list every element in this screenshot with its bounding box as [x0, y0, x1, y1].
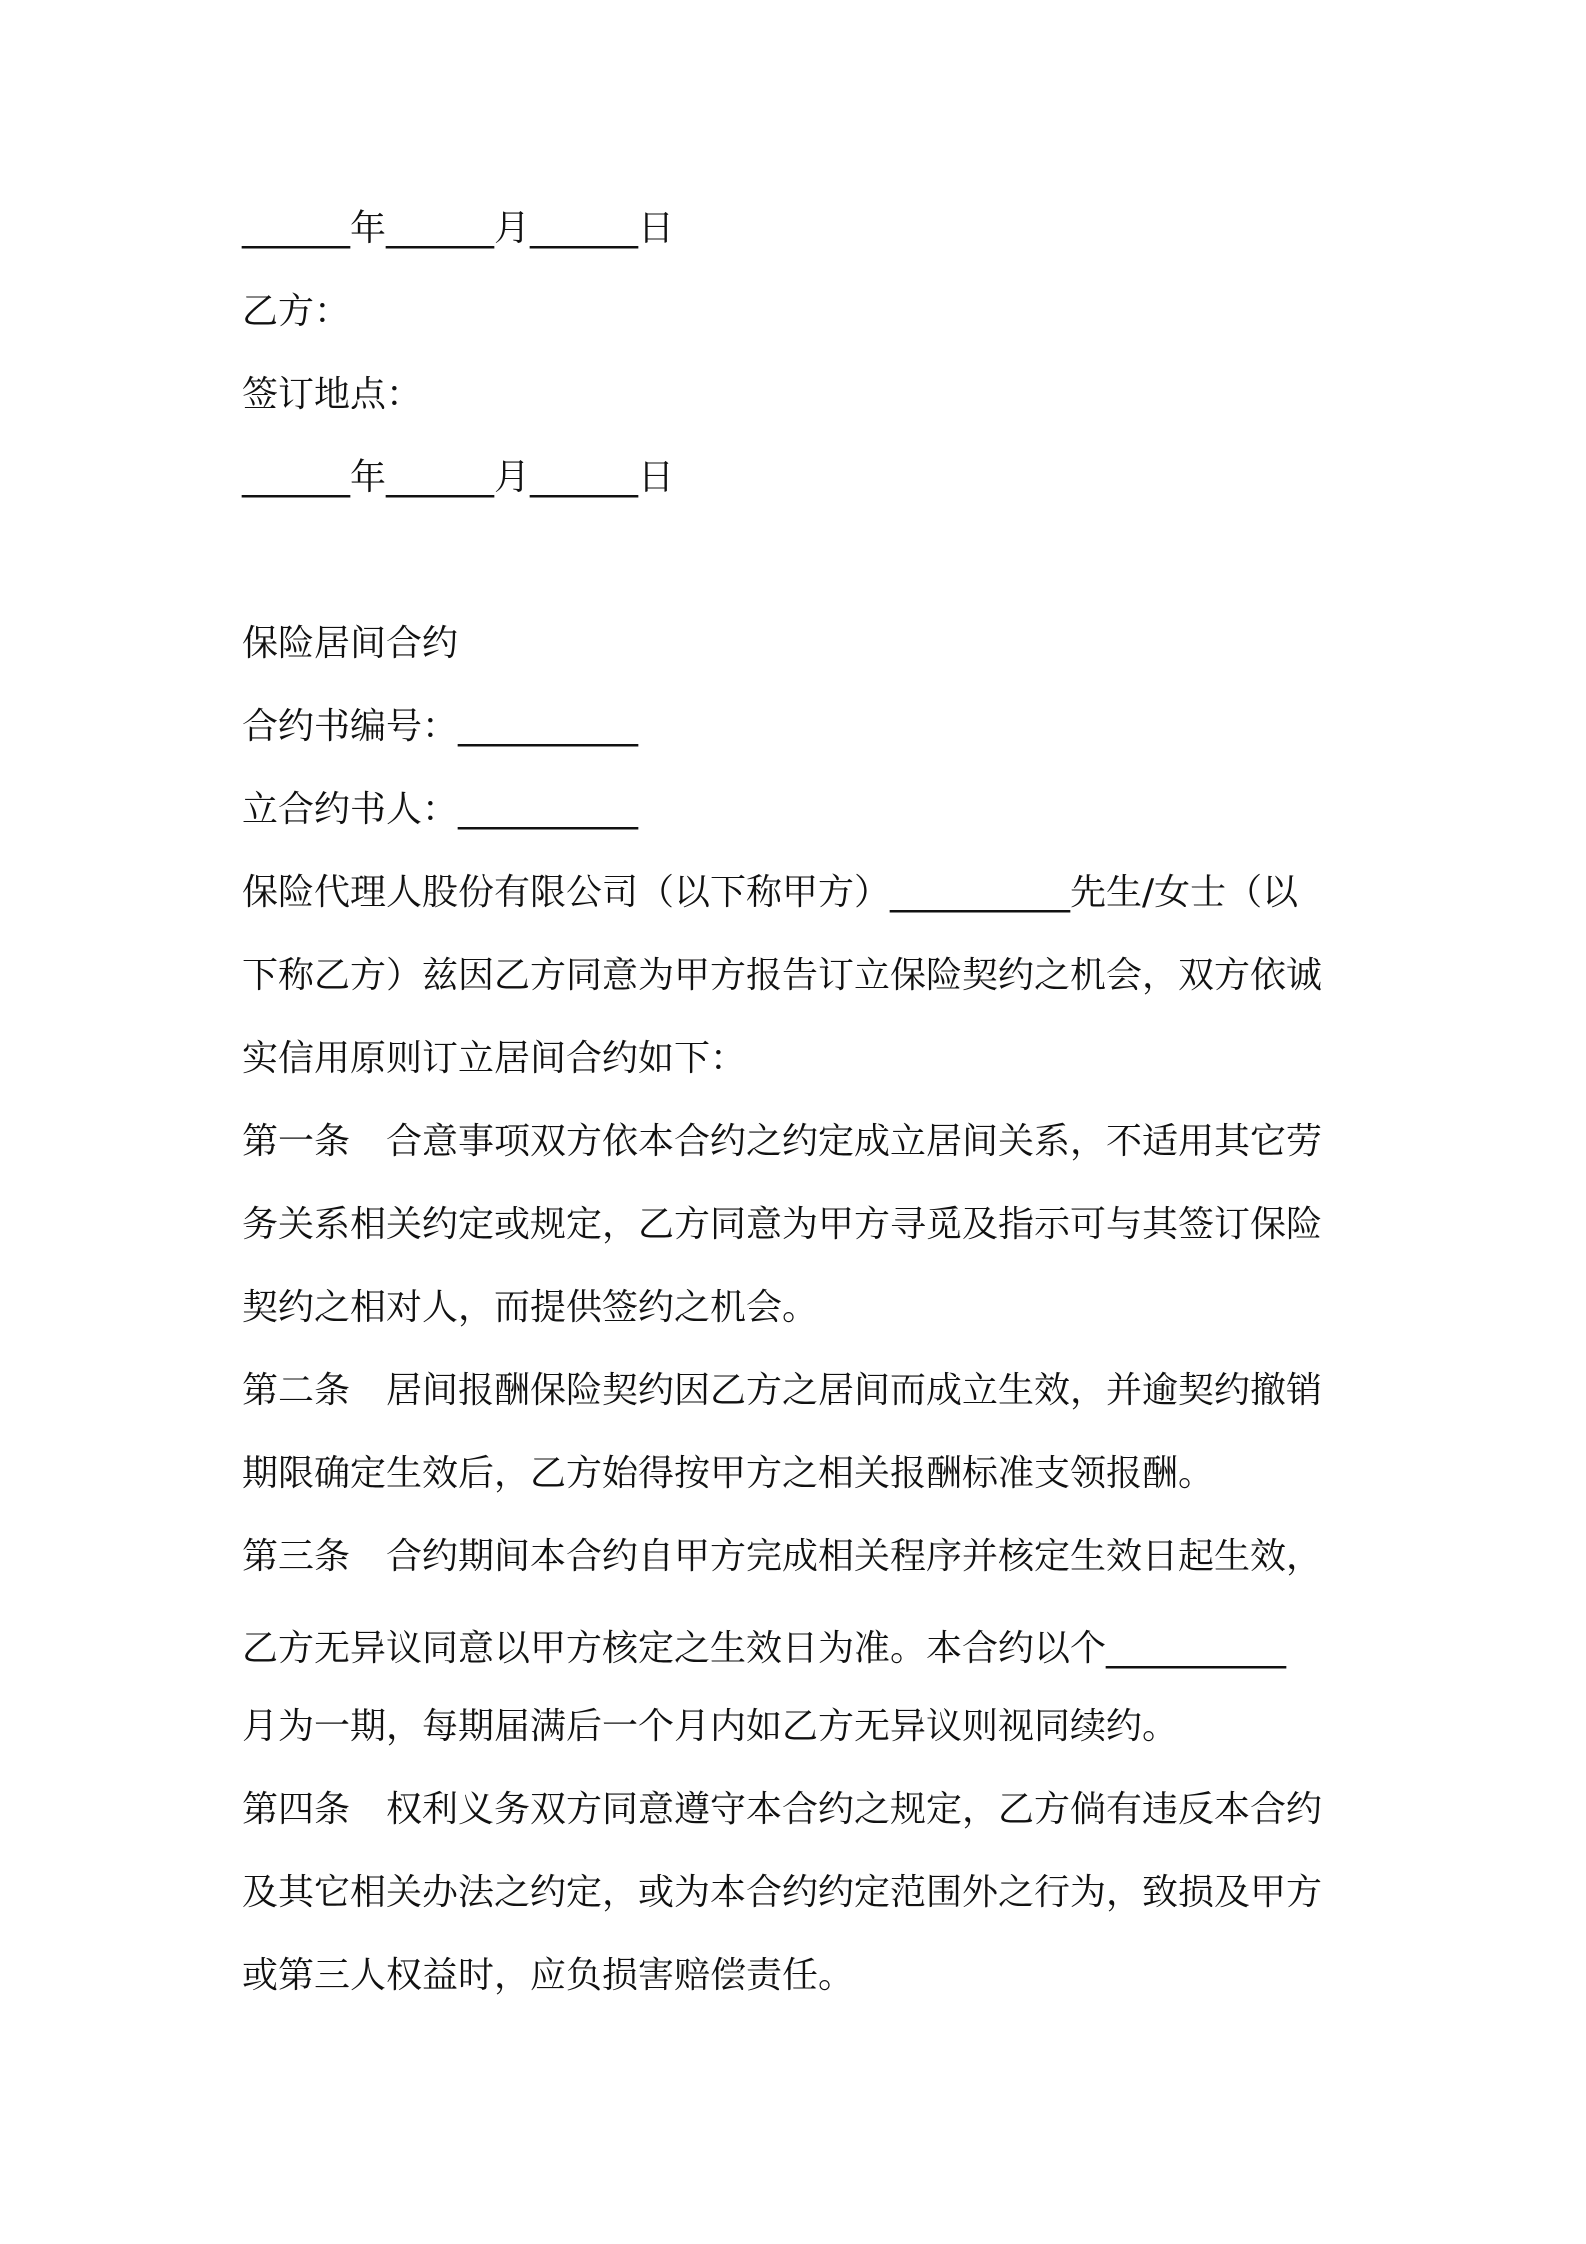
article-4-line: 或第三人权益时，应负损害赔偿责任。 — [242, 1955, 855, 1996]
intro-line: 实信用原则订立居间合约如下： — [242, 1038, 747, 1079]
intro-line: 下称乙方）兹因乙方同意为甲方报告订立保险契约之机会，双方依诚 — [242, 955, 1323, 996]
signing-place-label: 签订地点： — [242, 374, 423, 415]
article-2-line: 期限确定生效后，乙方始得按甲方之相关报酬标准支领报酬。 — [242, 1453, 1215, 1494]
article-3-line: 第三条 合约期间本合约自甲方完成相关程序并核定生效日起生效， — [242, 1536, 1323, 1577]
article-4-line: 第四条 权利义务双方同意遵守本合约之规定，乙方倘有违反本合约 — [242, 1789, 1323, 1830]
intro-line: 保险代理人股份有限公司（以下称甲方）__________先生/女士（以 — [242, 872, 1299, 913]
contract-number: 合约书编号：__________ — [242, 706, 639, 747]
article-1-line: 第一条 合意事项双方依本合约之约定成立居间关系，不适用其它劳 — [242, 1121, 1323, 1162]
contract-title: 保险居间合约 — [242, 623, 459, 664]
party-b-label: 乙方： — [242, 291, 351, 332]
article-2-line: 第二条 居间报酬保险契约因乙方之居间而成立生效，并逾契约撤销 — [242, 1370, 1323, 1411]
article-4-line: 及其它相关办法之约定，或为本合约约定范围外之行为，致损及甲方 — [242, 1872, 1323, 1913]
article-3-line: 月为一期，每期届满后一个月内如乙方无异议则视同续约。 — [242, 1706, 1179, 1747]
article-1-line: 务关系相关约定或规定，乙方同意为甲方寻觅及指示可与其签订保险 — [242, 1204, 1323, 1245]
date-line-2: ______年______月______日 — [242, 457, 674, 498]
contract-maker: 立合约书人：__________ — [242, 789, 639, 830]
date-line-1: ______年______月______日 — [242, 208, 674, 249]
article-1-line: 契约之相对人，而提供签约之机会。 — [242, 1287, 819, 1328]
article-3-line: 乙方无异议同意以甲方核定之生效日为准。本合约以个__________ — [242, 1628, 1287, 1669]
